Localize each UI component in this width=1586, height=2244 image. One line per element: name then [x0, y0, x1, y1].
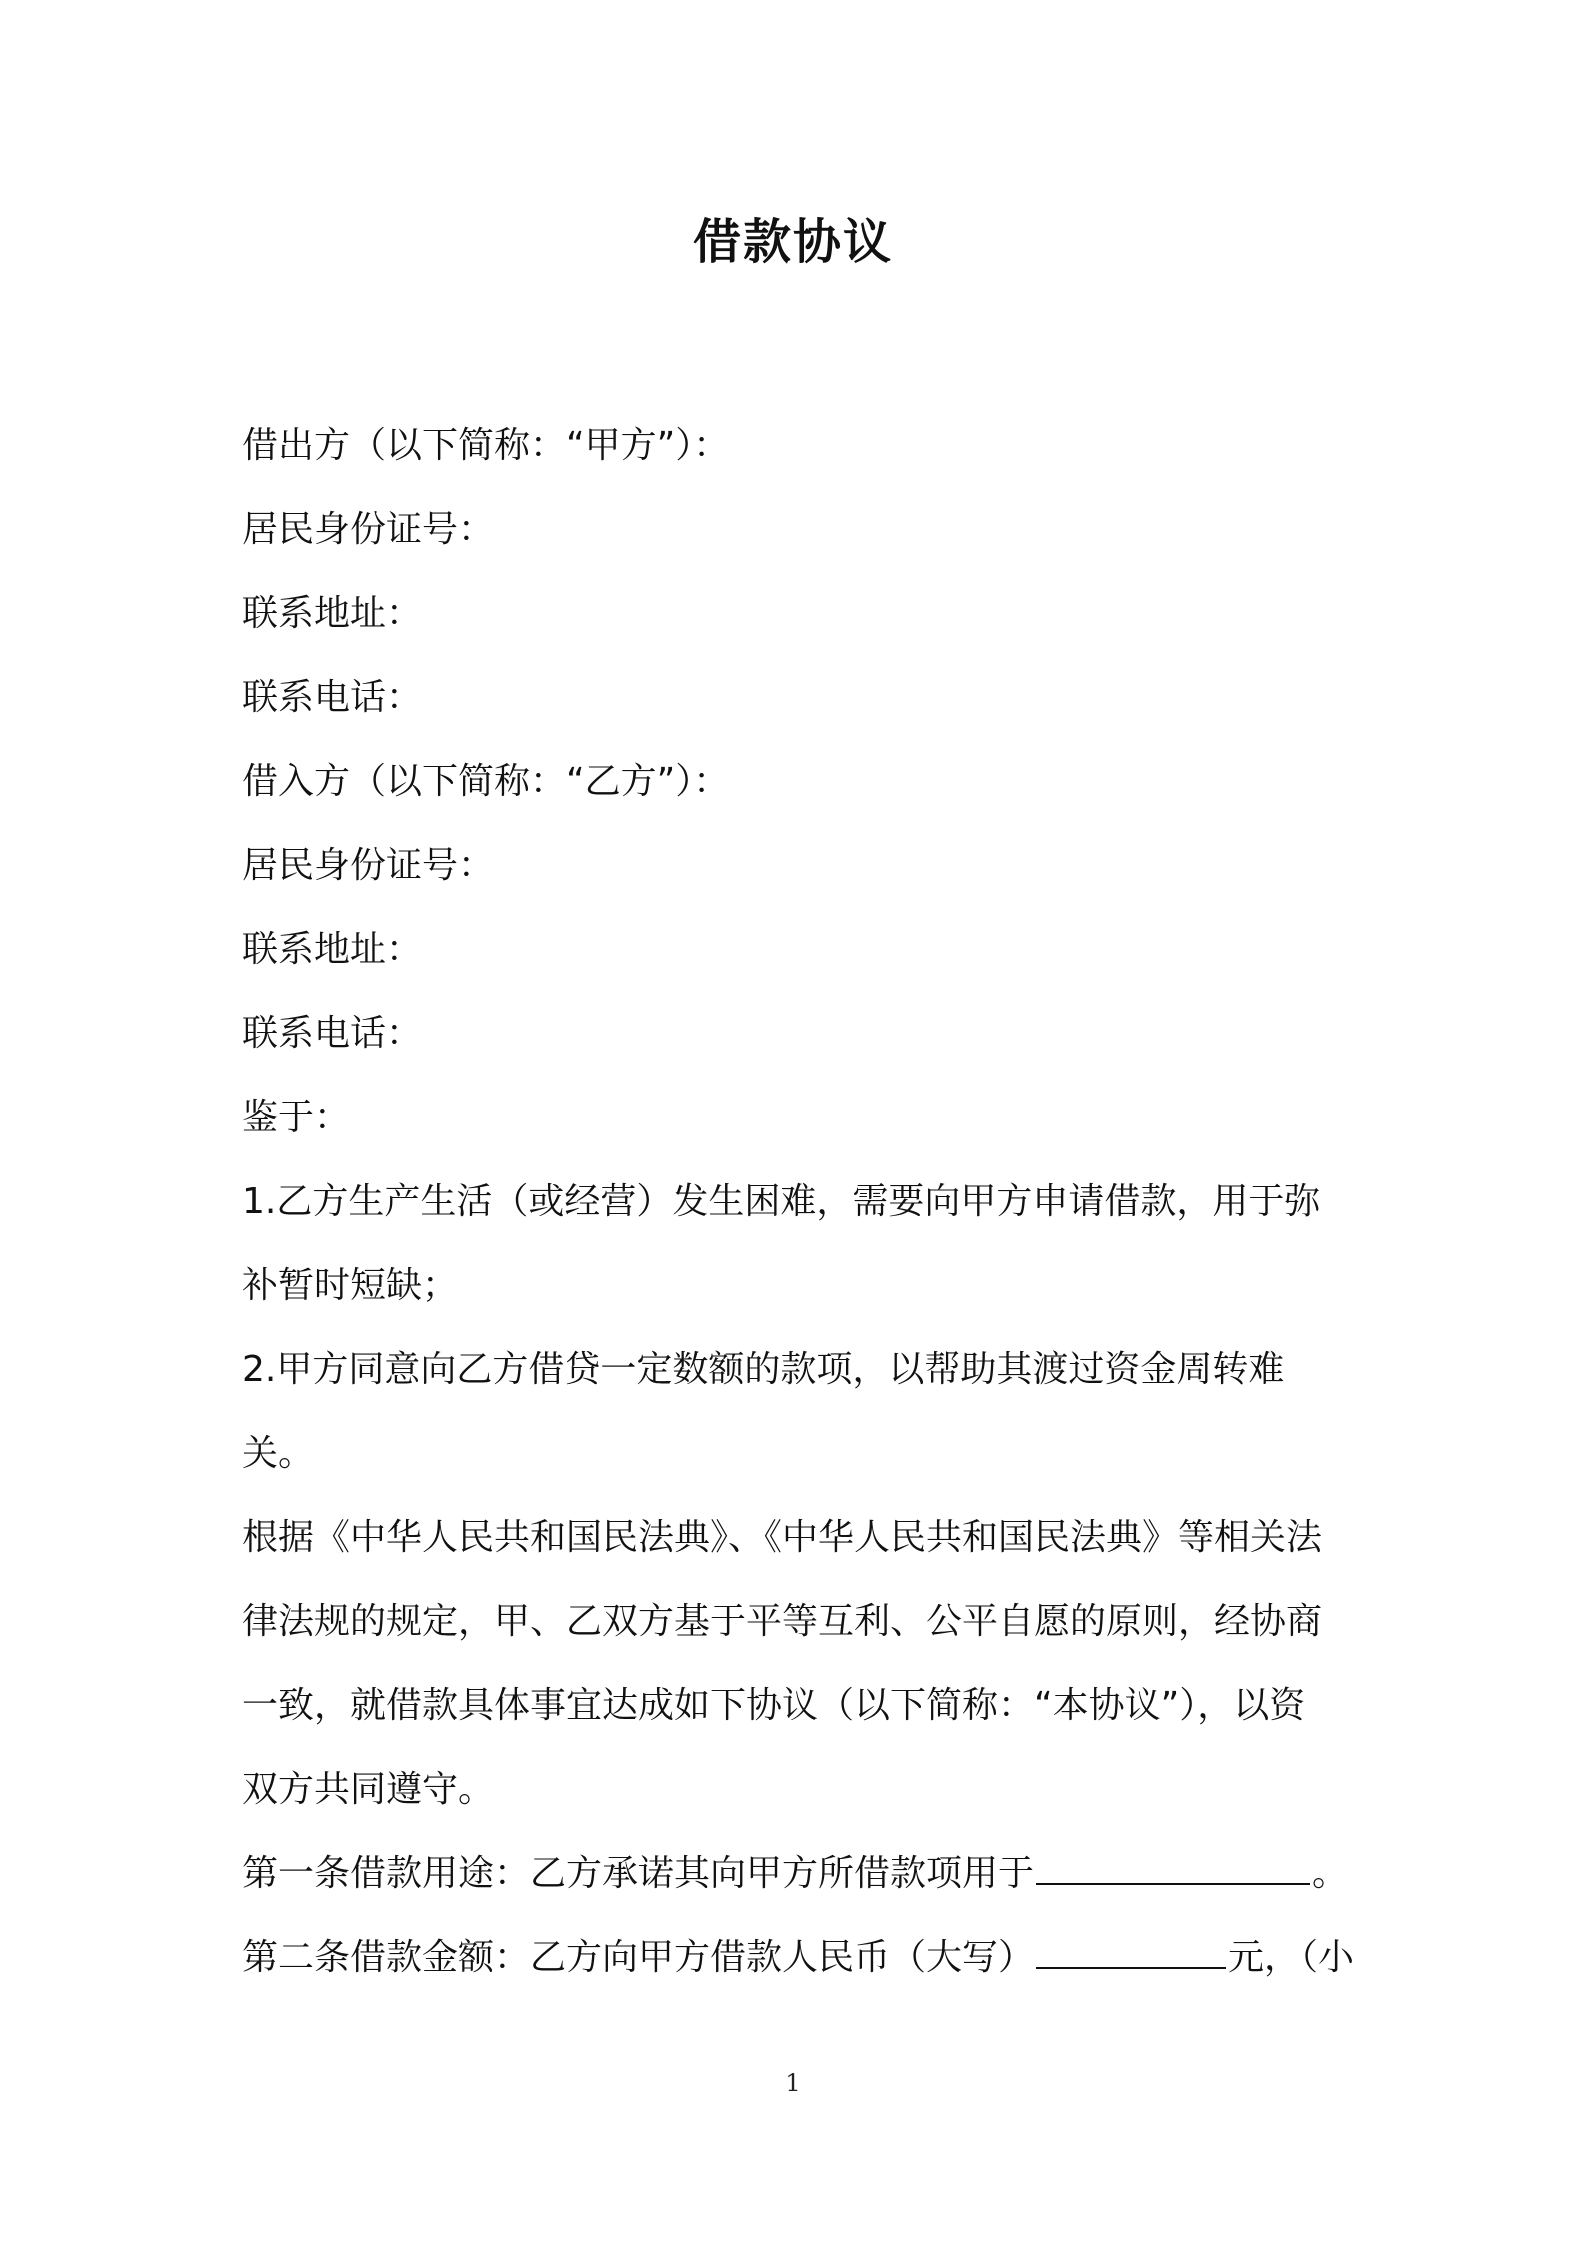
article-2-text: 第二条借款金额：乙方向甲方借款人民币（大写）: [242, 1937, 1035, 1978]
lender-address-field: 联系地址：: [242, 593, 423, 634]
borrower-phone-field: 联系电话：: [242, 1013, 423, 1054]
legal-basis-line-3: 一致，就借款具体事宜达成如下协议（以下简称：“本协议”），以资: [242, 1685, 1306, 1726]
article-2-loan-amount: [242, 1916, 1355, 2000]
borrower-heading: 借入方（以下简称：“乙方”）：: [242, 761, 730, 802]
article-1-text: 第一条借款用途：乙方承诺其向甲方所借款项用于: [242, 1853, 1035, 1894]
clause-1-line-2: 补暂时短缺；: [242, 1265, 459, 1306]
lender-id-field: 居民身份证号：: [242, 509, 495, 550]
document-body: [242, 404, 1355, 2000]
article-1-end: 。: [1312, 1853, 1349, 1894]
article-2-end: 元，（小: [1228, 1937, 1355, 1978]
document-title: 借款协议: [692, 214, 893, 270]
legal-basis-line-1: 根据《中华人民共和国民法典》、《中华人民共和国民法典》等相关法: [242, 1517, 1323, 1558]
clause-1-line-1: 1.乙方生产生活（或经营）发生困难，需要向甲方申请借款，用于弥: [242, 1181, 1321, 1222]
clause-2-line-1: 2.甲方同意向乙方借贷一定数额的款项，以帮助其渡过资金周转难: [242, 1349, 1285, 1390]
borrower-id-field: 居民身份证号：: [242, 845, 495, 886]
loan-amount-blank[interactable]: [1036, 1931, 1226, 1969]
whereas-heading: 鉴于：: [242, 1097, 351, 1138]
lender-heading: 借出方（以下简称：“甲方”）：: [242, 425, 730, 466]
borrower-address-field: 联系地址：: [242, 929, 423, 970]
clause-2-line-2: 关。: [242, 1433, 315, 1474]
legal-basis-line-4: 双方共同遵守。: [242, 1769, 495, 1810]
page-number: 1: [785, 2069, 801, 2097]
lender-phone-field: 联系电话：: [242, 677, 423, 718]
legal-basis-line-2: 律法规的规定，甲、乙双方基于平等互利、公平自愿的原则，经协商: [242, 1601, 1323, 1642]
article-1-loan-purpose: [242, 1832, 1352, 1916]
loan-purpose-blank[interactable]: [1036, 1847, 1310, 1885]
